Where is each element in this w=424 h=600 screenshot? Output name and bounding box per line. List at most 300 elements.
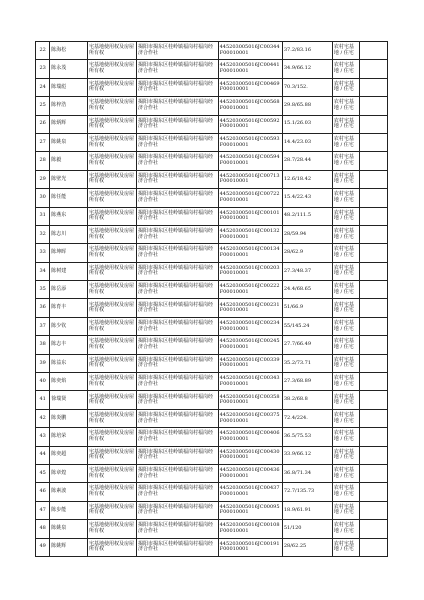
owner-name-cell bbox=[50, 501, 88, 519]
unit-code-cell bbox=[218, 60, 282, 78]
area-cell bbox=[282, 446, 332, 464]
area: 48.2/111.5 bbox=[283, 212, 312, 219]
area-cell bbox=[282, 336, 332, 354]
land-use: 农村宅基地 / 住宅 bbox=[333, 154, 354, 167]
unit-code-cell bbox=[218, 299, 282, 317]
location: 揭阳市揭东区桂岭镇福岗村福岗经济合作社 bbox=[138, 154, 214, 167]
right-type-cell bbox=[88, 78, 137, 96]
location-cell bbox=[137, 225, 219, 243]
area: 15.4/22.43 bbox=[283, 194, 312, 201]
row-number-cell bbox=[36, 78, 50, 96]
area-cell bbox=[282, 373, 332, 391]
remarks-cell bbox=[360, 317, 388, 335]
right-type: 宅基地使用权及房屋所有权 bbox=[89, 246, 135, 258]
location: 揭阳市揭东区桂岭镇福岗村福岗经济合作社 bbox=[138, 356, 214, 369]
owner-name: 陈炳辉 bbox=[51, 120, 67, 127]
right-type-cell bbox=[88, 60, 137, 78]
unit-code: 445203005016JC00134F00010001 bbox=[219, 246, 280, 258]
location: 揭阳市揭东区桂岭镇福岗村福岗经济合作社 bbox=[138, 80, 214, 93]
area: 35.2/73.71 bbox=[283, 359, 312, 366]
owner-name: 陈姚辉 bbox=[51, 543, 67, 550]
unit-code: 445203005016JC00108F00010001 bbox=[219, 522, 280, 534]
owner-name: 陈育丰 bbox=[51, 304, 67, 311]
unit-code: 445203005016JC00095F00010001 bbox=[219, 503, 280, 516]
right-type-cell bbox=[88, 428, 137, 446]
row-number: 45 bbox=[39, 469, 46, 476]
land-use: 农村宅基地 / 住宅 bbox=[333, 191, 354, 203]
remarks-cell bbox=[360, 244, 388, 262]
land-use-cell bbox=[332, 409, 360, 427]
row-number: 30 bbox=[39, 194, 46, 201]
unit-code: 445203005016JC00222F00010001 bbox=[219, 283, 280, 295]
location-cell bbox=[137, 133, 219, 151]
land-use: 农村宅基地 / 住宅 bbox=[333, 319, 354, 332]
right-type-cell bbox=[88, 501, 137, 519]
remarks-cell bbox=[360, 60, 388, 78]
row-number: 39 bbox=[39, 359, 46, 366]
unit-code-cell bbox=[218, 336, 282, 354]
right-type: 宅基地使用权及房屋所有权 bbox=[89, 117, 135, 130]
right-type: 宅基地使用权及房屋所有权 bbox=[89, 411, 135, 424]
row-number: 25 bbox=[39, 102, 46, 109]
right-type: 宅基地使用权及房屋所有权 bbox=[89, 448, 135, 461]
owner-name-cell bbox=[50, 336, 88, 354]
table-row bbox=[36, 207, 388, 225]
area-cell bbox=[282, 428, 332, 446]
owner-name: 陈燕东 bbox=[51, 212, 67, 219]
remarks-cell bbox=[360, 501, 388, 519]
right-type-cell bbox=[88, 133, 137, 151]
owner-name: 陈岳添 bbox=[51, 285, 67, 292]
right-type: 宅基地使用权及房屋所有权 bbox=[89, 301, 135, 314]
right-type-cell bbox=[88, 115, 137, 133]
location-cell bbox=[137, 409, 219, 427]
table-row bbox=[36, 354, 388, 372]
unit-code-cell bbox=[218, 115, 282, 133]
right-type-cell bbox=[88, 409, 137, 427]
unit-code-cell bbox=[218, 317, 282, 335]
right-type: 宅基地使用权及房屋所有权 bbox=[89, 485, 135, 498]
land-use: 农村宅基地 / 住宅 bbox=[333, 411, 354, 424]
land-use-cell bbox=[332, 42, 360, 60]
area-cell bbox=[282, 60, 332, 78]
location: 揭阳市揭东区桂岭镇福岗村福岗经济合作社 bbox=[138, 99, 214, 111]
location-cell bbox=[137, 281, 219, 299]
unit-code: 445203005016JC00231F00010001 bbox=[219, 301, 280, 314]
location: 揭阳市揭东区桂岭镇福岗村福岗经济合作社 bbox=[138, 191, 214, 203]
unit-code: 445203005016JC00191F00010001 bbox=[219, 540, 280, 553]
area-cell bbox=[282, 97, 332, 115]
location-cell bbox=[137, 244, 219, 262]
location-cell bbox=[137, 336, 219, 354]
location: 揭阳市揭东区桂岭镇福岗村福岗经济合作社 bbox=[138, 503, 214, 516]
location: 揭阳市揭东区桂岭镇福岗村福岗经济合作社 bbox=[138, 319, 214, 332]
owner-name-cell bbox=[50, 538, 88, 556]
unit-code-cell bbox=[218, 152, 282, 170]
owner-name: 陈任能 bbox=[51, 194, 67, 201]
row-number-cell bbox=[36, 170, 50, 188]
owner-name-cell bbox=[50, 42, 88, 60]
location-cell bbox=[137, 262, 219, 280]
row-number: 47 bbox=[39, 506, 46, 513]
location-cell bbox=[137, 501, 219, 519]
location: 揭阳市揭东区桂岭镇福岗村福岗经济合作社 bbox=[138, 117, 214, 130]
table-row bbox=[36, 97, 388, 115]
area-cell bbox=[282, 170, 332, 188]
area-cell bbox=[282, 207, 332, 225]
area: 70.3/152. bbox=[283, 83, 308, 90]
unit-code: 445203005016JC00568F00010001 bbox=[219, 99, 280, 111]
land-use: 农村宅基地 / 住宅 bbox=[333, 522, 354, 534]
area: 72.7/135.73 bbox=[283, 488, 315, 495]
right-type: 宅基地使用权及房屋所有权 bbox=[89, 99, 135, 111]
owner-name-cell bbox=[50, 299, 88, 317]
remarks-cell bbox=[360, 299, 388, 317]
unit-code-cell bbox=[218, 520, 282, 538]
owner-name-cell bbox=[50, 354, 88, 372]
table-row bbox=[36, 483, 388, 501]
owner-name-cell bbox=[50, 78, 88, 96]
right-type: 宅基地使用权及房屋所有权 bbox=[89, 44, 135, 56]
remarks-cell bbox=[360, 170, 388, 188]
row-number-cell bbox=[36, 97, 50, 115]
owner-name-cell bbox=[50, 97, 88, 115]
right-type: 宅基地使用权及房屋所有权 bbox=[89, 209, 135, 222]
owner-name: 陈素波 bbox=[51, 488, 67, 495]
row-number-cell bbox=[36, 244, 50, 262]
right-type-cell bbox=[88, 354, 137, 372]
right-type-cell bbox=[88, 97, 137, 115]
land-use: 农村宅基地 / 住宅 bbox=[333, 356, 354, 369]
row-number: 36 bbox=[39, 304, 46, 311]
location-cell bbox=[137, 60, 219, 78]
land-use: 农村宅基地 / 住宅 bbox=[333, 338, 354, 350]
right-type: 宅基地使用权及房屋所有权 bbox=[89, 264, 135, 277]
unit-code: 445203005016JC00344F00010001 bbox=[219, 44, 280, 56]
location: 揭阳市揭东区桂岭镇福岗村福岗经济合作社 bbox=[138, 264, 214, 277]
area: 55/145.24 bbox=[283, 322, 310, 329]
table-row bbox=[36, 538, 388, 556]
land-use-cell bbox=[332, 78, 360, 96]
owner-name-cell bbox=[50, 483, 88, 501]
row-number: 27 bbox=[39, 138, 46, 145]
owner-name-cell bbox=[50, 170, 88, 188]
table-row bbox=[36, 446, 388, 464]
unit-code: 445203005016JC00437F00010001 bbox=[219, 485, 280, 498]
unit-code-cell bbox=[218, 170, 282, 188]
unit-code: 445203005016JC00441F00010001 bbox=[219, 62, 280, 75]
row-number-cell bbox=[36, 152, 50, 170]
remarks-cell bbox=[360, 538, 388, 556]
unit-code-cell bbox=[218, 428, 282, 446]
unit-code: 445203005016JC00234F00010001 bbox=[219, 319, 280, 332]
land-use: 农村宅基地 / 住宅 bbox=[333, 467, 354, 479]
row-number: 28 bbox=[39, 157, 46, 164]
location: 揭阳市揭东区桂岭镇福岗村福岗经济合作社 bbox=[138, 540, 214, 553]
owner-name: 陈姚泉 bbox=[51, 525, 67, 532]
row-number: 34 bbox=[39, 267, 46, 274]
area: 28/59.94 bbox=[283, 230, 307, 237]
owner-name-cell bbox=[50, 115, 88, 133]
remarks-cell bbox=[360, 391, 388, 409]
land-use-cell bbox=[332, 446, 360, 464]
remarks-cell bbox=[360, 281, 388, 299]
location-cell bbox=[137, 299, 219, 317]
table-row bbox=[36, 281, 388, 299]
right-type: 宅基地使用权及房屋所有权 bbox=[89, 172, 135, 185]
right-type: 宅基地使用权及房屋所有权 bbox=[89, 393, 135, 406]
remarks-cell bbox=[360, 133, 388, 151]
location-cell bbox=[137, 391, 219, 409]
owner-name-cell bbox=[50, 207, 88, 225]
table-row bbox=[36, 299, 388, 317]
area: 72.4/224. bbox=[283, 414, 308, 421]
table-row bbox=[36, 152, 388, 170]
right-type-cell bbox=[88, 189, 137, 207]
location: 揭阳市揭东区桂岭镇福岗村福岗经济合作社 bbox=[138, 448, 214, 461]
row-number-cell bbox=[36, 428, 50, 446]
row-number: 23 bbox=[39, 65, 46, 72]
area: 18.9/61.91 bbox=[283, 506, 312, 513]
right-type: 宅基地使用权及房屋所有权 bbox=[89, 375, 135, 387]
row-number-cell bbox=[36, 538, 50, 556]
row-number: 43 bbox=[39, 433, 46, 440]
remarks-cell bbox=[360, 336, 388, 354]
right-type: 宅基地使用权及房屋所有权 bbox=[89, 522, 135, 534]
row-number-cell bbox=[36, 446, 50, 464]
right-type-cell bbox=[88, 483, 137, 501]
owner-name-cell bbox=[50, 60, 88, 78]
row-number: 35 bbox=[39, 285, 46, 292]
land-use-cell bbox=[332, 97, 360, 115]
right-type-cell bbox=[88, 170, 137, 188]
row-number-cell bbox=[36, 483, 50, 501]
area-cell bbox=[282, 520, 332, 538]
row-number: 48 bbox=[39, 525, 46, 532]
land-use-cell bbox=[332, 520, 360, 538]
area-cell bbox=[282, 464, 332, 482]
location-cell bbox=[137, 152, 219, 170]
location-cell bbox=[137, 428, 219, 446]
right-type-cell bbox=[88, 336, 137, 354]
location-cell bbox=[137, 115, 219, 133]
registration-table bbox=[35, 41, 388, 557]
unit-code-cell bbox=[218, 244, 282, 262]
area-cell bbox=[282, 299, 332, 317]
row-number-cell bbox=[36, 317, 50, 335]
owner-name-cell bbox=[50, 428, 88, 446]
land-use: 农村宅基地 / 住宅 bbox=[333, 264, 354, 277]
row-number: 40 bbox=[39, 377, 46, 384]
land-use: 农村宅基地 / 住宅 bbox=[333, 246, 354, 258]
row-number: 38 bbox=[39, 341, 46, 348]
land-use-cell bbox=[332, 373, 360, 391]
row-number-cell bbox=[36, 42, 50, 60]
right-type-cell bbox=[88, 207, 137, 225]
area-cell bbox=[282, 391, 332, 409]
remarks-cell bbox=[360, 520, 388, 538]
owner-name-cell bbox=[50, 133, 88, 151]
unit-code: 445203005016JC00203F00010001 bbox=[219, 264, 280, 277]
table-row bbox=[36, 409, 388, 427]
location: 揭阳市揭东区桂岭镇福岗村福岗经济合作社 bbox=[138, 375, 214, 387]
unit-code-cell bbox=[218, 78, 282, 96]
unit-code-cell bbox=[218, 446, 282, 464]
land-use-cell bbox=[332, 152, 360, 170]
area: 27.7/66.49 bbox=[283, 341, 312, 348]
area: 36.8/71.34 bbox=[283, 469, 312, 476]
owner-name: 陈永茂 bbox=[51, 65, 67, 72]
owner-name: 陈章煌 bbox=[51, 469, 67, 476]
location: 揭阳市揭东区桂岭镇福岗村福岗经济合作社 bbox=[138, 62, 214, 75]
table-row bbox=[36, 464, 388, 482]
table-row bbox=[36, 501, 388, 519]
right-type: 宅基地使用权及房屋所有权 bbox=[89, 356, 135, 369]
area-cell bbox=[282, 244, 332, 262]
land-use: 农村宅基地 / 住宅 bbox=[333, 136, 354, 148]
area: 28/62.25 bbox=[283, 543, 307, 550]
remarks-cell bbox=[360, 428, 388, 446]
unit-code: 445203005016JC00101F00010001 bbox=[219, 209, 280, 222]
remarks-cell bbox=[360, 207, 388, 225]
owner-name: 徐瑞贤 bbox=[51, 396, 67, 403]
unit-code-cell bbox=[218, 483, 282, 501]
owner-name-cell bbox=[50, 520, 88, 538]
owner-name: 陈炎鹏 bbox=[51, 414, 67, 421]
land-use-cell bbox=[332, 225, 360, 243]
table-row bbox=[36, 520, 388, 538]
unit-code: 445203005016JC00436F00010001 bbox=[219, 467, 280, 479]
right-type-cell bbox=[88, 391, 137, 409]
table-row bbox=[36, 115, 388, 133]
land-use: 农村宅基地 / 住宅 bbox=[333, 503, 354, 516]
owner-name-cell bbox=[50, 317, 88, 335]
location: 揭阳市揭东区桂岭镇福岗村福岗经济合作社 bbox=[138, 467, 214, 479]
unit-code-cell bbox=[218, 354, 282, 372]
owner-name-cell bbox=[50, 409, 88, 427]
right-type-cell bbox=[88, 299, 137, 317]
land-use: 农村宅基地 / 住宅 bbox=[333, 430, 354, 442]
row-number: 31 bbox=[39, 212, 46, 219]
row-number-cell bbox=[36, 501, 50, 519]
table-row bbox=[36, 225, 388, 243]
unit-code-cell bbox=[218, 189, 282, 207]
owner-name-cell bbox=[50, 464, 88, 482]
area-cell bbox=[282, 42, 332, 60]
location: 揭阳市揭东区桂岭镇福岗村福岗经济合作社 bbox=[138, 338, 214, 350]
unit-code-cell bbox=[218, 464, 282, 482]
right-type-cell bbox=[88, 373, 137, 391]
owner-name: 陈少钦 bbox=[51, 322, 67, 329]
location: 揭阳市揭东区桂岭镇福岗村福岗经济合作社 bbox=[138, 246, 214, 258]
right-type: 宅基地使用权及房屋所有权 bbox=[89, 319, 135, 332]
land-use-cell bbox=[332, 262, 360, 280]
location-cell bbox=[137, 189, 219, 207]
area-cell bbox=[282, 538, 332, 556]
unit-code: 445203005016JC00245F00010001 bbox=[219, 338, 280, 350]
right-type: 宅基地使用权及房屋所有权 bbox=[89, 62, 135, 75]
table-row bbox=[36, 391, 388, 409]
area: 36.5/75.53 bbox=[283, 433, 312, 440]
remarks-cell bbox=[360, 446, 388, 464]
area-cell bbox=[282, 115, 332, 133]
registration-table-body bbox=[36, 42, 388, 557]
remarks-cell bbox=[360, 189, 388, 207]
unit-code-cell bbox=[218, 97, 282, 115]
area-cell bbox=[282, 189, 332, 207]
unit-code: 445203005016JC00593F00010001 bbox=[219, 136, 280, 148]
right-type-cell bbox=[88, 538, 137, 556]
row-number-cell bbox=[36, 189, 50, 207]
land-use-cell bbox=[332, 299, 360, 317]
land-use: 农村宅基地 / 住宅 bbox=[333, 283, 354, 295]
location: 揭阳市揭东区桂岭镇福岗村福岗经济合作社 bbox=[138, 411, 214, 424]
right-type-cell bbox=[88, 520, 137, 538]
land-use-cell bbox=[332, 336, 360, 354]
area-cell bbox=[282, 262, 332, 280]
row-number: 44 bbox=[39, 451, 46, 458]
remarks-cell bbox=[360, 262, 388, 280]
location-cell bbox=[137, 317, 219, 335]
owner-name-cell bbox=[50, 262, 88, 280]
table-row bbox=[36, 133, 388, 151]
unit-code-cell bbox=[218, 225, 282, 243]
table-row bbox=[36, 42, 388, 60]
location-cell bbox=[137, 483, 219, 501]
owner-name: 陈奕超 bbox=[51, 451, 67, 458]
area: 14.4/23.03 bbox=[283, 138, 312, 145]
land-use: 农村宅基地 / 住宅 bbox=[333, 375, 354, 387]
right-type-cell bbox=[88, 464, 137, 482]
right-type-cell bbox=[88, 152, 137, 170]
unit-code-cell bbox=[218, 538, 282, 556]
land-use-cell bbox=[332, 281, 360, 299]
unit-code-cell bbox=[218, 391, 282, 409]
land-use-cell bbox=[332, 501, 360, 519]
area: 38.2/68.8 bbox=[283, 396, 308, 403]
land-use-cell bbox=[332, 483, 360, 501]
unit-code-cell bbox=[218, 281, 282, 299]
location-cell bbox=[137, 538, 219, 556]
table-row bbox=[36, 336, 388, 354]
unit-code: 445203005016JC00375F00010001 bbox=[219, 411, 280, 424]
row-number-cell bbox=[36, 60, 50, 78]
remarks-cell bbox=[360, 354, 388, 372]
land-use: 农村宅基地 / 住宅 bbox=[333, 44, 354, 56]
location: 揭阳市揭东区桂岭镇福岗村福岗经济合作社 bbox=[138, 430, 214, 442]
unit-code: 445203005016JC00594F00010001 bbox=[219, 154, 280, 167]
row-number: 46 bbox=[39, 488, 46, 495]
unit-code: 445203005016JC00713F00010001 bbox=[219, 172, 280, 185]
owner-name: 陈瑞彪 bbox=[51, 83, 67, 90]
right-type: 宅基地使用权及房屋所有权 bbox=[89, 283, 135, 295]
area-cell bbox=[282, 483, 332, 501]
area: 37.2/83.16 bbox=[283, 46, 312, 53]
unit-code: 445203005016JC00469F00010001 bbox=[219, 80, 280, 93]
land-use-cell bbox=[332, 354, 360, 372]
row-number: 42 bbox=[39, 414, 46, 421]
area-cell bbox=[282, 501, 332, 519]
owner-name: 陈奕焰 bbox=[51, 377, 67, 384]
land-use-cell bbox=[332, 428, 360, 446]
location: 揭阳市揭东区桂岭镇福岗村福岗经济合作社 bbox=[138, 136, 214, 148]
unit-code-cell bbox=[218, 207, 282, 225]
land-use-cell bbox=[332, 115, 360, 133]
land-use: 农村宅基地 / 住宅 bbox=[333, 99, 354, 111]
unit-code-cell bbox=[218, 42, 282, 60]
area: 34.9/66.12 bbox=[283, 65, 312, 72]
remarks-cell bbox=[360, 97, 388, 115]
